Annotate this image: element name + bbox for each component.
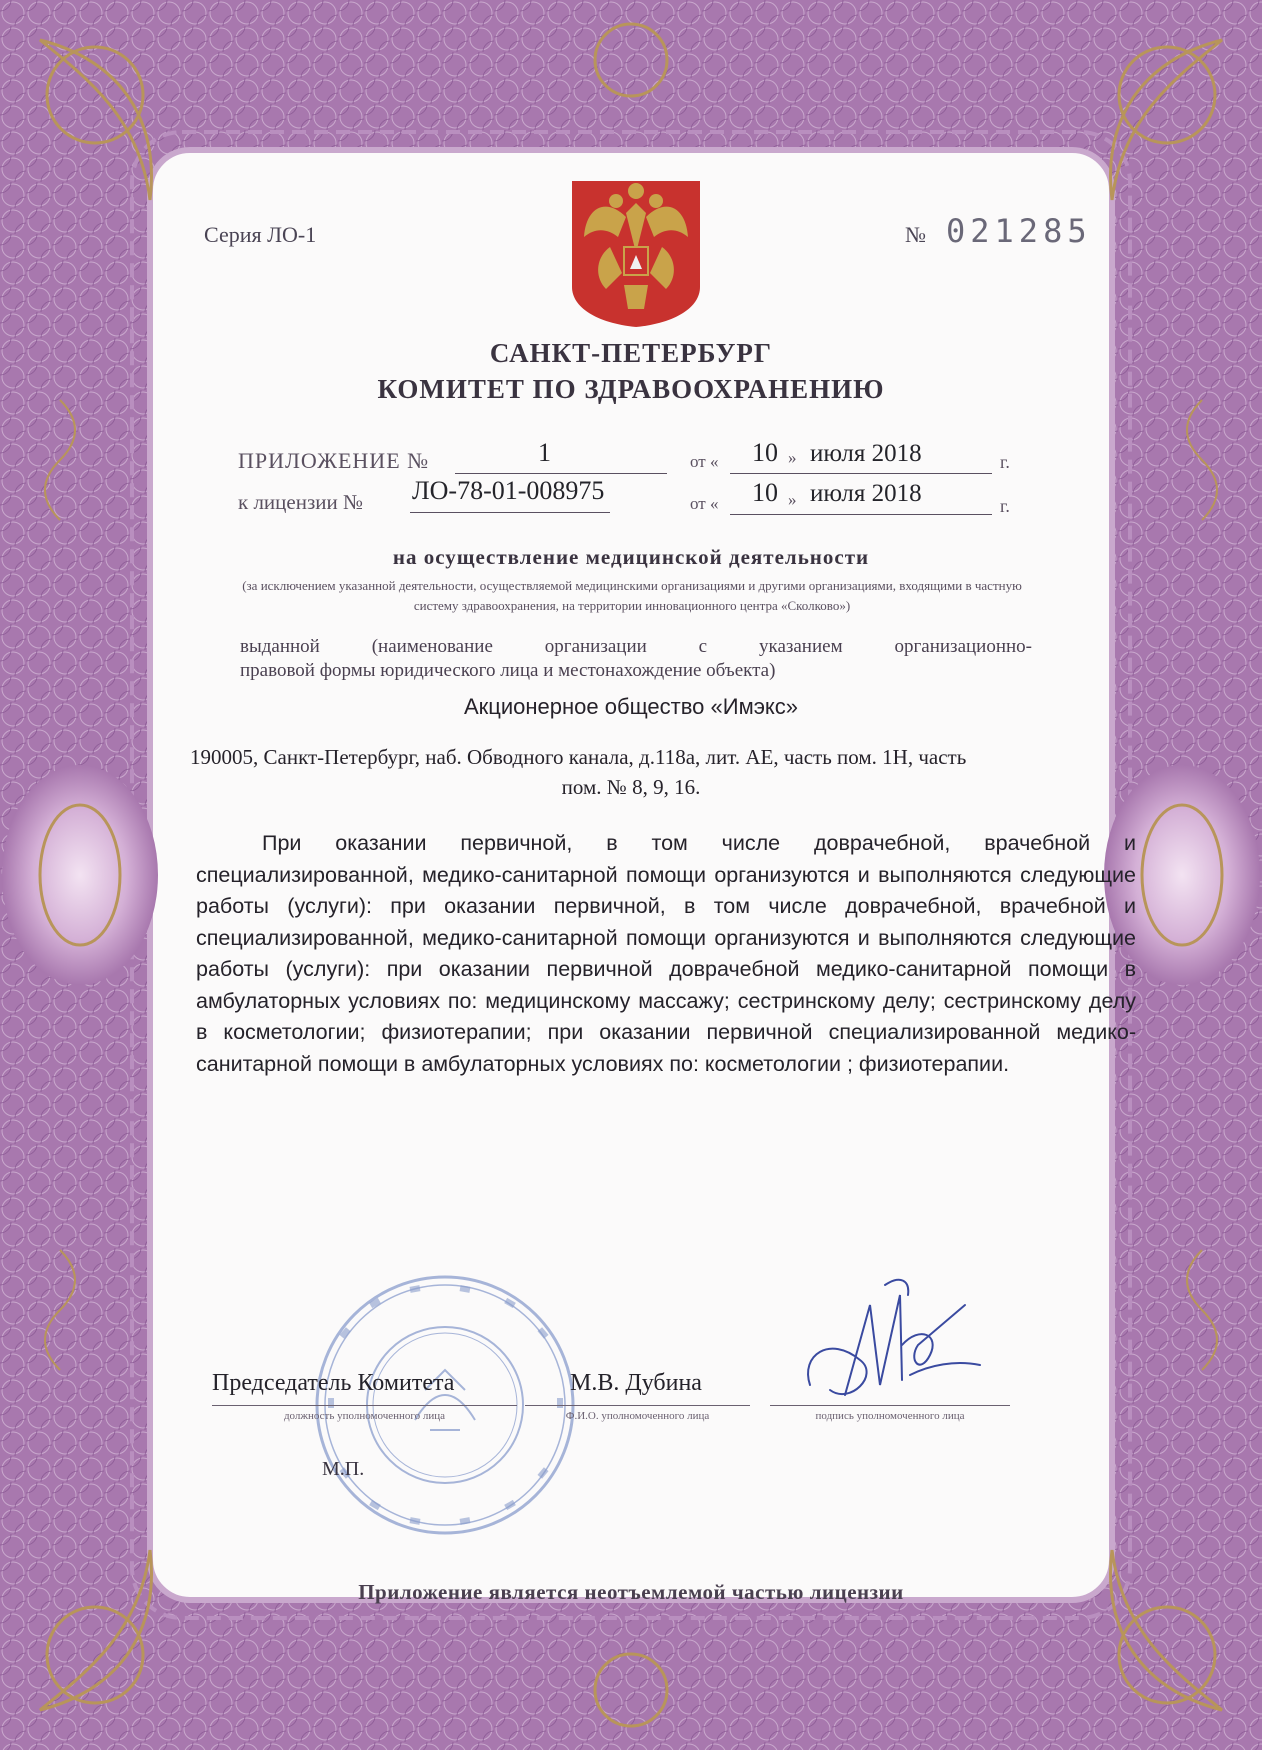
organization-name: Акционерное общество «Имэкс» (463, 694, 799, 719)
stamp-place-label: М.П. (322, 1458, 365, 1480)
city-title: САНКТ-ПЕТЕРБУРГ (489, 338, 773, 368)
issued-to-caption-line1: выданной (наименование организации с указанием организационно- (240, 636, 1032, 657)
appendix-day: 10 (752, 438, 778, 467)
position-caption: должность уполномоченного лица (283, 1410, 446, 1422)
organization-address-line1: 190005, Санкт-Петербург, наб. Обводного канала, д.118а, лит. АЕ, часть пом. 1Н, часть (190, 745, 967, 769)
form-number (905, 212, 1092, 250)
purpose-title: на осуществление медицинской деятельности (392, 545, 870, 569)
appendix-year-suffix: г. (1000, 452, 1010, 472)
appendix-label: ПРИЛОЖЕНИЕ № (238, 448, 430, 473)
license-from-label: от « (690, 494, 719, 513)
license-number: ЛО-78-01-008975 (412, 476, 605, 505)
services-text: При оказании первичной, в том числе доврачебной, врачебной и специализированной, медико-санитарной помощи организуются и выполняются следующие работы (услуги): при оказании первичной, в том числе доврачебной, врачебной и специализированной, медико-санитарной помощи организуются и выполняются следующие работы (услуги): при оказании первичной доврачебной медико-санитарной помощи в амбулаторных условиях по: медицинскому массажу; сестринскому делу; сестринскому делу в косметологии; физиотерапии; при оказании первичной специализированной медико-санитарной помощи в амбулаторных условиях по: косметологии ; физиотерапии. (196, 831, 1136, 1076)
appendix-from-label: от « (690, 452, 719, 471)
position-underline (212, 1405, 517, 1406)
license-month-sep: » (788, 490, 797, 509)
committee-title: КОМИТЕТ ПО ЗДРАВООХРАНЕНИЮ (377, 374, 885, 404)
exception-note: (за исключением указанной деятельности, осуществляемой медицинскими организациями и другими организациями, входящими в частную систему здравоохранения, на территории инновационного центра «Сколково») (242, 578, 1022, 613)
signatory-position: Председатель Комитета (212, 1370, 455, 1396)
coat-of-arms-emblem (566, 177, 706, 329)
number-value: 021285 (946, 212, 1092, 250)
license-label: к лицензии № (238, 490, 364, 514)
serial-label: Серия ЛО-1 (204, 222, 317, 247)
footer-note: Приложение является неотъемлемой частью лицензии (358, 1580, 904, 1604)
appendix-number-underline (455, 473, 667, 474)
organization-address-line2: пом. № 8, 9, 16. (561, 775, 701, 799)
appendix-number: 1 (538, 438, 551, 467)
appendix-month-sep: » (788, 448, 797, 467)
license-year-suffix: г. (1000, 496, 1010, 516)
license-day: 10 (752, 478, 778, 507)
license-date-underline (730, 514, 992, 515)
name-caption: Ф.И.О. уполномоченного лица (565, 1410, 710, 1422)
license-month-year: июля 2018 (810, 480, 922, 507)
signature-underline (770, 1405, 1010, 1406)
number-sign: № (905, 222, 926, 247)
appendix-date-underline (730, 473, 992, 474)
name-underline (525, 1405, 750, 1406)
signatory-name: М.В. Дубина (570, 1370, 702, 1396)
issued-to-caption-line2: правовой формы юридического лица и местонахождение объекта) (240, 660, 776, 681)
license-number-underline (410, 512, 610, 513)
appendix-month-year: июля 2018 (810, 440, 922, 467)
signature-caption: подпись уполномоченного лица (815, 1410, 965, 1422)
